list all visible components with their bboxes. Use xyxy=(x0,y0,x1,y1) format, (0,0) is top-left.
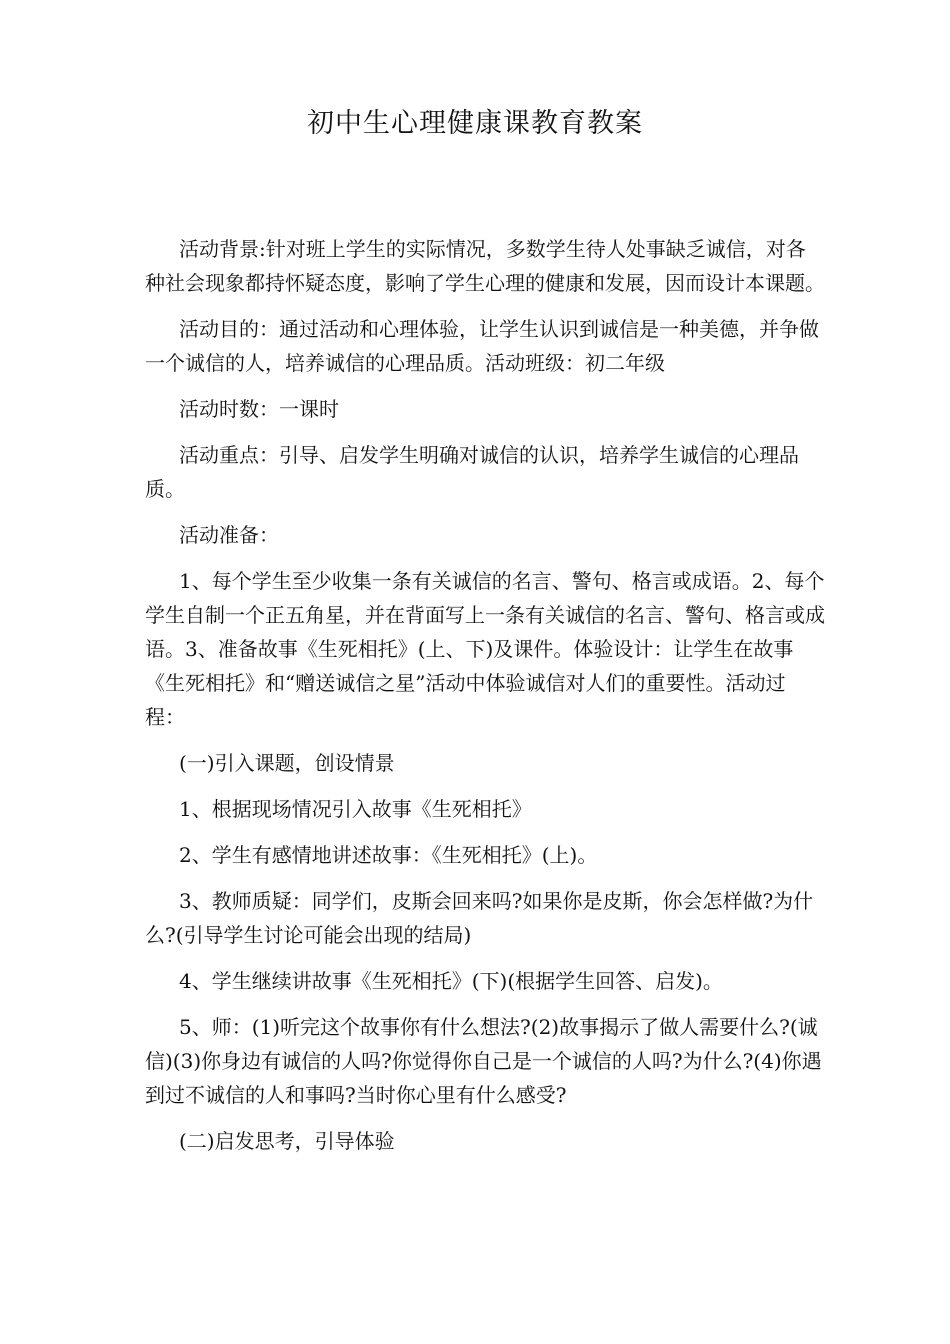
paragraph-goal: 活动目的：通过活动和心理体验，让学生认识到诚信是一种美德，并争做一个诚信的人，培养诚信的心理品质。活动班级：初二年级 xyxy=(145,317,819,375)
paragraph-section-one-heading: (一)引入课题，创设情景 xyxy=(179,751,395,775)
document-body xyxy=(145,232,825,1170)
paragraph-step-1: 1、根据现场情况引入故事《生死相托》 xyxy=(179,797,532,821)
paragraph-background: 活动背景:针对班上学生的实际情况，多数学生待人处事缺乏诚信，对各种社会现象都持怀疑态度，影响了学生心理的健康和发展，因而设计本课题。 xyxy=(145,237,825,295)
paragraph-preparation-heading: 活动准备： xyxy=(179,523,279,547)
paragraph-step-4: 4、学生继续讲故事《生死相托》(下)(根据学生回答、启发)。 xyxy=(179,969,723,993)
paragraph-preparation-items: 1、每个学生至少收集一条有关诚信的名言、警句、格言或成语。2、每个学生自制一个正五角星，并在背面写上一条有关诚信的名言、警句、格言或成语。3、准备故事《生死相托》(上、下)及课件。体验设计：让学生在故事《生死相托》和“赠送诚信之星”活动中体验诚信对人们的重要性。活动过程： xyxy=(145,569,825,729)
document-title: 初中生心理健康课教育教案 xyxy=(307,108,643,139)
paragraph-section-two-heading: (二)启发思考，引导体验 xyxy=(179,1129,395,1153)
paragraph-focus: 活动重点：引导、启发学生明确对诚信的认识，培养学生诚信的心理品质。 xyxy=(145,443,799,501)
paragraph-step-5: 5、师：(1)听完这个故事你有什么想法?(2)故事揭示了做人需要什么?(诚信)(3)你身边有诚信的人吗?你觉得你自己是一个诚信的人吗?为什么?(4)你遇到过不诚信的人和事吗?当时你心里有什么感受? xyxy=(145,1015,822,1107)
paragraph-step-2: 2、学生有感情地讲述故事：《生死相托》(上)。 xyxy=(179,843,598,867)
paragraph-duration: 活动时数：一课时 xyxy=(179,397,339,421)
paragraph-step-3: 3、教师质疑：同学们，皮斯会回来吗?如果你是皮斯，你会怎样做?为什么?(引导学生讨论可能会出现的结局) xyxy=(145,889,814,947)
